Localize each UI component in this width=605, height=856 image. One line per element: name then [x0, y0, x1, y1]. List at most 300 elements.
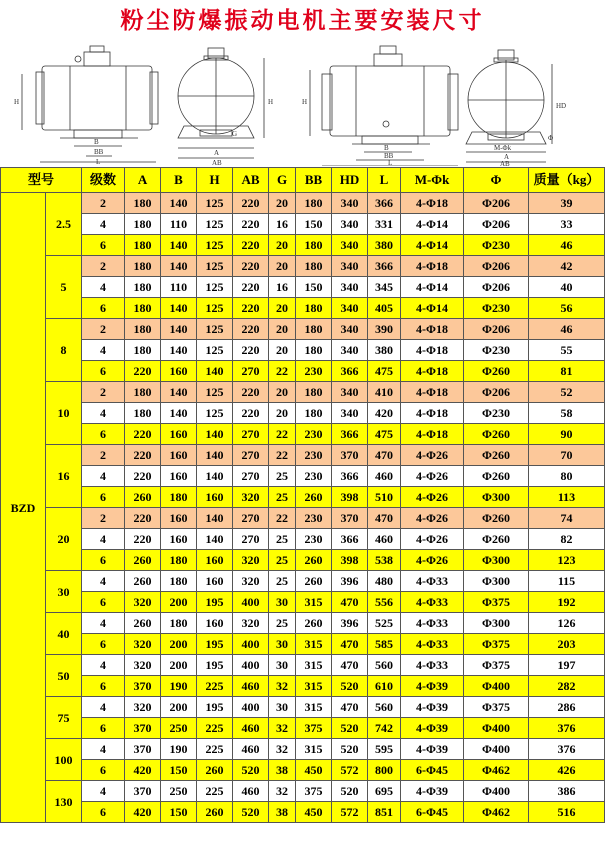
table-cell: 180 — [296, 193, 332, 214]
table-cell: 125 — [197, 214, 233, 235]
table-cell: 58 — [529, 403, 605, 424]
table-cell: 160 — [197, 550, 233, 571]
table-cell: 315 — [296, 676, 332, 697]
table-row — [1, 508, 605, 529]
table-cell: 320 — [125, 592, 161, 613]
table-cell: 125 — [197, 193, 233, 214]
table-cell: 30 — [269, 634, 296, 655]
table-cell: Φ230 — [464, 340, 529, 361]
table-cell: 180 — [161, 571, 197, 592]
table-cell: 56 — [529, 298, 605, 319]
table-cell: 4-Φ14 — [401, 235, 464, 256]
table-cell: 140 — [161, 235, 197, 256]
table-cell: 520 — [233, 802, 269, 823]
table-cell: 192 — [529, 592, 605, 613]
table-cell: 366 — [332, 466, 368, 487]
header-b: B — [161, 168, 197, 193]
table-cell: 20 — [269, 340, 296, 361]
table-cell: 140 — [197, 445, 233, 466]
header-ab: AB — [233, 168, 269, 193]
table-cell: 4 — [82, 403, 125, 424]
table-row — [1, 781, 605, 802]
table-cell: 460 — [368, 529, 401, 550]
table-row — [1, 193, 605, 214]
table-row — [1, 256, 605, 277]
table-row — [1, 676, 605, 697]
table-cell: 270 — [233, 445, 269, 466]
header-hd: HD — [332, 168, 368, 193]
table-cell: 320 — [125, 697, 161, 718]
table-cell: Φ260 — [464, 466, 529, 487]
table-cell: 340 — [332, 298, 368, 319]
table-cell: 140 — [161, 256, 197, 277]
table-cell: 4-Φ39 — [401, 676, 464, 697]
table-cell: 315 — [296, 739, 332, 760]
table-cell: 426 — [529, 760, 605, 781]
fig2-label-a: A — [214, 149, 220, 157]
table-cell: 180 — [125, 403, 161, 424]
table-cell: 195 — [197, 634, 233, 655]
table-row — [1, 655, 605, 676]
table-cell: 220 — [233, 256, 269, 277]
table-row — [1, 319, 605, 340]
table-cell: 52 — [529, 382, 605, 403]
table-cell: 6 — [82, 802, 125, 823]
table-cell: Φ206 — [464, 193, 529, 214]
table-cell: Φ375 — [464, 634, 529, 655]
table-cell: 200 — [161, 655, 197, 676]
table-cell: 375 — [296, 718, 332, 739]
table-cell: 340 — [332, 256, 368, 277]
table-cell: 376 — [529, 739, 605, 760]
table-cell: 410 — [368, 382, 401, 403]
table-cell: 320 — [233, 571, 269, 592]
table-row — [1, 634, 605, 655]
table-cell: 46 — [529, 319, 605, 340]
table-cell: 22 — [269, 445, 296, 466]
table-cell: 203 — [529, 634, 605, 655]
table-cell: 340 — [332, 403, 368, 424]
table-cell: 460 — [233, 718, 269, 739]
table-cell: 2 — [82, 319, 125, 340]
table-cell: 525 — [368, 613, 401, 634]
table-cell: Φ400 — [464, 676, 529, 697]
table-cell: Φ375 — [464, 592, 529, 613]
table-row — [1, 529, 605, 550]
table-cell: Φ230 — [464, 403, 529, 424]
table-cell: 260 — [296, 571, 332, 592]
fig1-label-h: H — [14, 98, 20, 106]
table-cell: 320 — [125, 655, 161, 676]
table-cell: 140 — [161, 340, 197, 361]
table-cell: 2 — [82, 508, 125, 529]
table-row — [1, 697, 605, 718]
table-cell: 225 — [197, 739, 233, 760]
table-cell: 140 — [161, 319, 197, 340]
table-cell: 320 — [233, 487, 269, 508]
table-cell: 6 — [82, 487, 125, 508]
table-cell: 270 — [233, 508, 269, 529]
table-cell: Φ230 — [464, 235, 529, 256]
table-cell: 380 — [368, 235, 401, 256]
table-cell: 405 — [368, 298, 401, 319]
table-cell: 125 — [197, 382, 233, 403]
table-cell: 520 — [332, 718, 368, 739]
table-cell: 270 — [233, 466, 269, 487]
table-cell: 80 — [529, 466, 605, 487]
table-cell: 180 — [161, 487, 197, 508]
table-row — [1, 613, 605, 634]
table-cell: 560 — [368, 697, 401, 718]
table-cell: 510 — [368, 487, 401, 508]
table-cell: 20 — [269, 193, 296, 214]
table-cell: 180 — [296, 256, 332, 277]
table-cell: 225 — [197, 676, 233, 697]
table-cell: 460 — [233, 739, 269, 760]
table-cell: 180 — [296, 235, 332, 256]
fig3-label-l: L — [388, 159, 393, 166]
table-cell: 398 — [332, 550, 368, 571]
table-cell: 230 — [296, 466, 332, 487]
table-cell: 400 — [233, 634, 269, 655]
header-mk: M-Φk — [401, 168, 464, 193]
table-cell: 4 — [82, 277, 125, 298]
table-cell: 220 — [233, 403, 269, 424]
table-cell: 190 — [161, 676, 197, 697]
table-cell: Φ462 — [464, 802, 529, 823]
table-cell: 4-Φ26 — [401, 550, 464, 571]
fig1-label-b: B — [94, 138, 99, 146]
table-cell: Φ230 — [464, 298, 529, 319]
table-cell: 230 — [296, 361, 332, 382]
table-cell: 220 — [233, 382, 269, 403]
table-row — [1, 214, 605, 235]
table-cell: Φ300 — [464, 613, 529, 634]
table-cell: 315 — [296, 634, 332, 655]
table-cell: 470 — [332, 592, 368, 613]
table-cell: 195 — [197, 697, 233, 718]
table-cell: 2 — [82, 256, 125, 277]
size-group-cell: 10 — [46, 382, 82, 445]
table-cell: 160 — [197, 613, 233, 634]
table-cell: 6 — [82, 634, 125, 655]
table-cell: 320 — [233, 613, 269, 634]
table-cell: 22 — [269, 424, 296, 445]
table-cell: 25 — [269, 487, 296, 508]
size-group-cell: 50 — [46, 655, 82, 697]
table-row — [1, 424, 605, 445]
table-cell: 4 — [82, 340, 125, 361]
table-cell: 4-Φ33 — [401, 634, 464, 655]
table-cell: 180 — [125, 277, 161, 298]
table-cell: 180 — [125, 340, 161, 361]
table-cell: 180 — [125, 235, 161, 256]
table-cell: 160 — [161, 466, 197, 487]
table-cell: 396 — [332, 613, 368, 634]
fig1-label-l: L — [96, 158, 101, 166]
table-cell: 4-Φ33 — [401, 592, 464, 613]
size-group-cell: 20 — [46, 508, 82, 571]
table-cell: 260 — [197, 802, 233, 823]
table-cell: Φ260 — [464, 445, 529, 466]
table-cell: 160 — [197, 571, 233, 592]
table-cell: 4-Φ26 — [401, 529, 464, 550]
fig3-label-h: H — [302, 98, 308, 106]
dimension-drawings — [0, 34, 605, 166]
table-cell: Φ206 — [464, 382, 529, 403]
table-cell: 4-Φ18 — [401, 361, 464, 382]
table-row — [1, 760, 605, 781]
table-cell: 4 — [82, 529, 125, 550]
table-cell: 200 — [161, 697, 197, 718]
size-group-cell: 75 — [46, 697, 82, 739]
fig4-label-ab: AB — [500, 160, 510, 166]
table-cell: 560 — [368, 655, 401, 676]
table-cell: 470 — [332, 655, 368, 676]
table-cell: 180 — [296, 319, 332, 340]
table-cell: 125 — [197, 277, 233, 298]
table-cell: 6 — [82, 592, 125, 613]
table-cell: 22 — [269, 508, 296, 529]
table-cell: 398 — [332, 487, 368, 508]
table-cell: 220 — [233, 235, 269, 256]
table-cell: 20 — [269, 403, 296, 424]
table-cell: Φ300 — [464, 550, 529, 571]
table-cell: 250 — [161, 718, 197, 739]
table-cell: Φ260 — [464, 529, 529, 550]
table-cell: 315 — [296, 655, 332, 676]
table-cell: 90 — [529, 424, 605, 445]
table-cell: 2 — [82, 382, 125, 403]
table-cell: 270 — [233, 529, 269, 550]
table-cell: 340 — [332, 235, 368, 256]
fig1-label-bb: BB — [94, 148, 104, 156]
table-cell: 197 — [529, 655, 605, 676]
table-cell: 230 — [296, 529, 332, 550]
header-phi: Φ — [464, 168, 529, 193]
table-cell: 366 — [368, 193, 401, 214]
table-cell: 420 — [368, 403, 401, 424]
table-cell: 180 — [125, 382, 161, 403]
table-cell: 220 — [233, 193, 269, 214]
table-cell: 572 — [332, 802, 368, 823]
table-cell: Φ400 — [464, 781, 529, 802]
fig4-label-mk: M-Φk — [494, 144, 512, 152]
table-cell: 160 — [161, 424, 197, 445]
table-cell: 140 — [161, 193, 197, 214]
table-cell: 450 — [296, 760, 332, 781]
table-cell: Φ300 — [464, 571, 529, 592]
size-group-cell: 16 — [46, 445, 82, 508]
table-cell: 6 — [82, 760, 125, 781]
table-cell: 386 — [529, 781, 605, 802]
table-cell: 4 — [82, 466, 125, 487]
table-cell: 340 — [332, 214, 368, 235]
table-cell: 4 — [82, 571, 125, 592]
table-row — [1, 592, 605, 613]
table-cell: 160 — [161, 445, 197, 466]
table-cell: 220 — [233, 298, 269, 319]
table-cell: Φ462 — [464, 760, 529, 781]
table-cell: 195 — [197, 592, 233, 613]
table-cell: 695 — [368, 781, 401, 802]
table-cell: 376 — [529, 718, 605, 739]
table-cell: 140 — [161, 403, 197, 424]
size-group-cell: 5 — [46, 256, 82, 319]
table-cell: 220 — [233, 214, 269, 235]
table-cell: 520 — [332, 781, 368, 802]
table-cell: 396 — [332, 571, 368, 592]
table-cell: 366 — [332, 529, 368, 550]
table-cell: 16 — [269, 277, 296, 298]
table-cell: 370 — [125, 739, 161, 760]
table-cell: 20 — [269, 235, 296, 256]
table-cell: 4-Φ26 — [401, 508, 464, 529]
table-cell: 140 — [197, 424, 233, 445]
table-cell: 125 — [197, 235, 233, 256]
table-cell: 195 — [197, 655, 233, 676]
fig4-label-hd: HD — [556, 102, 567, 110]
table-cell: 610 — [368, 676, 401, 697]
table-cell: 150 — [296, 277, 332, 298]
table-row — [1, 235, 605, 256]
table-cell: 180 — [125, 298, 161, 319]
table-cell: 742 — [368, 718, 401, 739]
table-cell: 450 — [296, 802, 332, 823]
table-cell: 110 — [161, 214, 197, 235]
table-cell: 420 — [125, 802, 161, 823]
table-cell: 366 — [368, 256, 401, 277]
table-cell: 6 — [82, 361, 125, 382]
table-cell: 70 — [529, 445, 605, 466]
table-cell: Φ300 — [464, 487, 529, 508]
table-row — [1, 340, 605, 361]
header-l: L — [368, 168, 401, 193]
table-cell: 286 — [529, 697, 605, 718]
table-cell: 475 — [368, 361, 401, 382]
table-cell: 30 — [269, 592, 296, 613]
drawing-side-view-1 — [14, 46, 158, 166]
table-cell: 4-Φ18 — [401, 340, 464, 361]
fig2-label-h: H — [268, 98, 274, 106]
table-cell: 366 — [332, 424, 368, 445]
table-cell: 4 — [82, 214, 125, 235]
table-cell: Φ375 — [464, 655, 529, 676]
table-cell: 6-Φ45 — [401, 760, 464, 781]
table-cell: 25 — [269, 529, 296, 550]
table-cell: 110 — [161, 277, 197, 298]
table-cell: 20 — [269, 382, 296, 403]
table-cell: 340 — [332, 340, 368, 361]
table-cell: 220 — [125, 529, 161, 550]
table-cell: 4 — [82, 739, 125, 760]
table-cell: 520 — [332, 676, 368, 697]
table-cell: 260 — [296, 613, 332, 634]
table-cell: 22 — [269, 361, 296, 382]
size-group-cell: 130 — [46, 781, 82, 823]
table-cell: 160 — [161, 361, 197, 382]
table-cell: 123 — [529, 550, 605, 571]
table-row — [1, 571, 605, 592]
table-cell: 4-Φ26 — [401, 466, 464, 487]
size-group-cell: 40 — [46, 613, 82, 655]
table-header-row — [1, 168, 605, 193]
table-cell: 32 — [269, 781, 296, 802]
table-cell: 115 — [529, 571, 605, 592]
table-cell: 260 — [125, 613, 161, 634]
table-cell: Φ206 — [464, 277, 529, 298]
table-cell: 480 — [368, 571, 401, 592]
table-cell: 460 — [368, 466, 401, 487]
table-cell: 230 — [296, 445, 332, 466]
table-cell: 4-Φ39 — [401, 697, 464, 718]
table-cell: 125 — [197, 298, 233, 319]
table-cell: 340 — [332, 277, 368, 298]
table-row — [1, 382, 605, 403]
header-poles: 级数 — [82, 168, 125, 193]
table-cell: 4-Φ18 — [401, 256, 464, 277]
table-cell: 32 — [269, 718, 296, 739]
table-cell: 180 — [296, 382, 332, 403]
size-group-cell: 30 — [46, 571, 82, 613]
table-cell: 4 — [82, 613, 125, 634]
table-cell: 82 — [529, 529, 605, 550]
size-group-cell: 100 — [46, 739, 82, 781]
table-cell: 125 — [197, 319, 233, 340]
table-cell: 150 — [161, 802, 197, 823]
header-bb: BB — [296, 168, 332, 193]
table-cell: 32 — [269, 739, 296, 760]
table-cell: 282 — [529, 676, 605, 697]
table-cell: 2 — [82, 445, 125, 466]
table-cell: 38 — [269, 760, 296, 781]
table-cell: 180 — [296, 298, 332, 319]
fig2-label-g: G — [232, 130, 238, 138]
table-cell: 220 — [125, 361, 161, 382]
table-row — [1, 361, 605, 382]
table-cell: 4-Φ18 — [401, 403, 464, 424]
table-cell: 320 — [125, 634, 161, 655]
header-g: G — [269, 168, 296, 193]
table-cell: 140 — [161, 298, 197, 319]
table-cell: 4-Φ33 — [401, 655, 464, 676]
fig3-label-bb: BB — [384, 152, 394, 160]
size-group-cell: 8 — [46, 319, 82, 382]
table-cell: 81 — [529, 361, 605, 382]
table-cell: 220 — [233, 277, 269, 298]
table-cell: 340 — [332, 193, 368, 214]
table-row — [1, 298, 605, 319]
table-cell: 470 — [368, 445, 401, 466]
table-cell: 260 — [125, 571, 161, 592]
dimension-table — [0, 167, 605, 823]
table-cell: 400 — [233, 655, 269, 676]
table-cell: 125 — [197, 340, 233, 361]
table-cell: 380 — [368, 340, 401, 361]
table-cell: Φ260 — [464, 424, 529, 445]
table-cell: 4-Φ18 — [401, 424, 464, 445]
table-cell: 366 — [332, 361, 368, 382]
header-a: A — [125, 168, 161, 193]
table-cell: 470 — [332, 697, 368, 718]
table-cell: 40 — [529, 277, 605, 298]
table-cell: 55 — [529, 340, 605, 361]
drawing-side-view-2 — [302, 46, 458, 166]
table-cell: Φ400 — [464, 739, 529, 760]
table-cell: 38 — [269, 802, 296, 823]
table-cell: 460 — [233, 676, 269, 697]
table-cell: 6-Φ45 — [401, 802, 464, 823]
